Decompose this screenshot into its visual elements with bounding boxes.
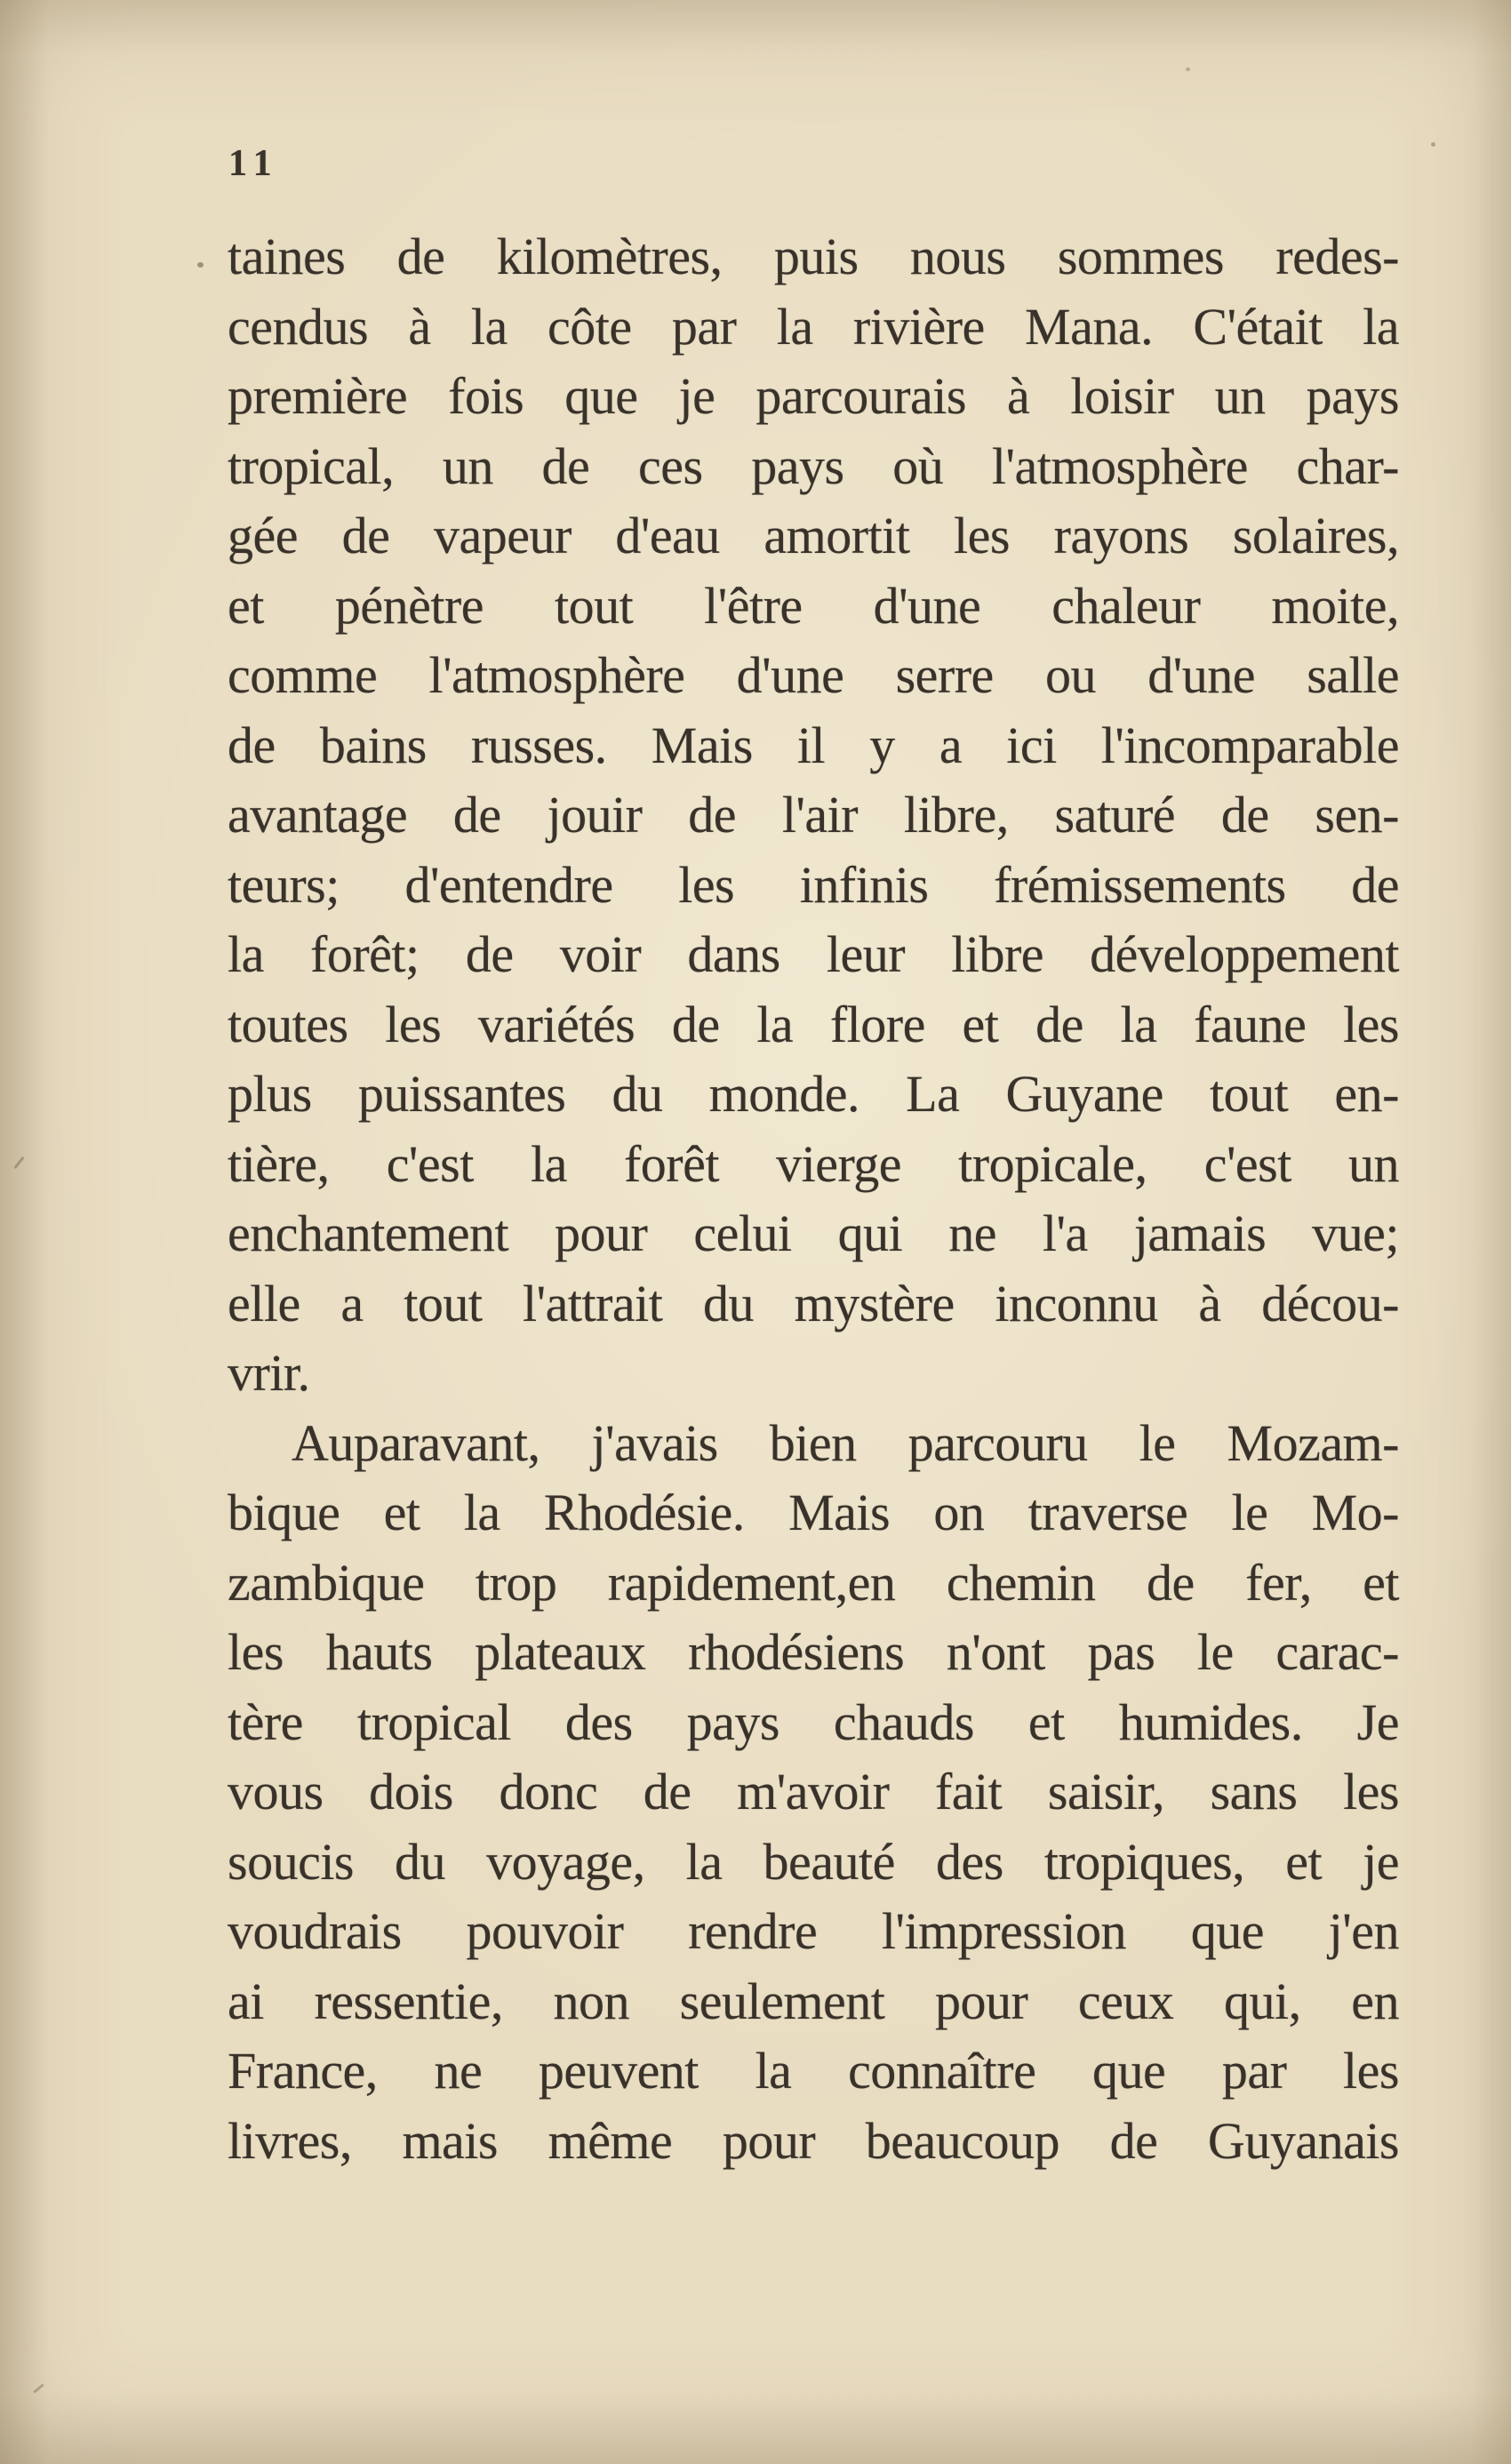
text-line: ai ressentie, non seulement pour ceux qui, en [228, 1972, 1399, 2030]
text-line: enchantement pour celui qui ne l'a jamais vue; [228, 1204, 1399, 1262]
text-line: bique et la Rhodésie. Mais on traverse le Mo- [228, 1484, 1399, 1541]
paper-speck [1186, 68, 1190, 71]
text-line: cendus à la côte par la rivière Mana. C'était la [228, 297, 1399, 356]
paper-speck [1102, 404, 1107, 409]
text-line: vous dois donc de m'avoir fait saisir, sans les [228, 1763, 1399, 1820]
text-line: livres, mais même pour beaucoup de Guyanais [228, 2111, 1399, 2170]
text-line: la forêt; de voir dans leur libre développement [228, 925, 1399, 983]
text-line: tropical, un de ces pays où l'atmosphère char- [228, 436, 1399, 495]
text-line: les hauts plateaux rhodésiens n'ont pas le carac- [228, 1623, 1399, 1681]
text-line: Auparavant, j'avais bien parcouru le Mozam- [292, 1413, 1399, 1472]
paper-speck [197, 262, 204, 268]
text-line: elle a tout l'attrait du mystère inconnu à décou- [228, 1274, 1399, 1332]
text-line: France, ne peuvent la connaître que par les [228, 2042, 1399, 2100]
paper-speck [1431, 142, 1435, 147]
text-line: plus puissantes du monde. La Guyane tout en- [228, 1065, 1399, 1123]
body-text-block [228, 222, 1399, 2176]
paper-fiber [13, 1156, 24, 1169]
text-line: zambique trop rapidement,en chemin de fer, et [228, 1553, 1399, 1612]
text-line: tière, c'est la forêt vierge tropicale, c'est un [228, 1134, 1399, 1193]
text-line: et pénètre tout l'être d'une chaleur moite, [228, 576, 1399, 635]
text-line: vrir. [228, 1344, 310, 1402]
text-line: voudrais pouvoir rendre l'impression que j'en [228, 1902, 1399, 1960]
text-line: tère tropical des pays chauds et humides. Je [228, 1692, 1399, 1751]
text-line: première fois que je parcourais à loisir un pays [228, 367, 1399, 425]
text-line: gée de vapeur d'eau amortit les rayons solaires, [228, 507, 1399, 564]
text-line: taines de kilomètres, puis nous sommes redes- [228, 228, 1399, 285]
text-line: soucis du voyage, la beauté des tropiques, et je [228, 1832, 1399, 1891]
text-line: comme l'atmosphère d'une serre ou d'une salle [228, 646, 1399, 704]
page-number: 11 [228, 143, 280, 184]
text-line: toutes les variétés de la flore et de la faune les [228, 995, 1399, 1053]
paper-fiber [33, 2383, 44, 2393]
text-line: de bains russes. Mais il y a ici l'incomparable [228, 716, 1399, 774]
text-line: avantage de jouir de l'air libre, saturé de sen- [228, 786, 1399, 844]
text-line: teurs; d'entendre les infinis frémissements de [228, 855, 1399, 914]
